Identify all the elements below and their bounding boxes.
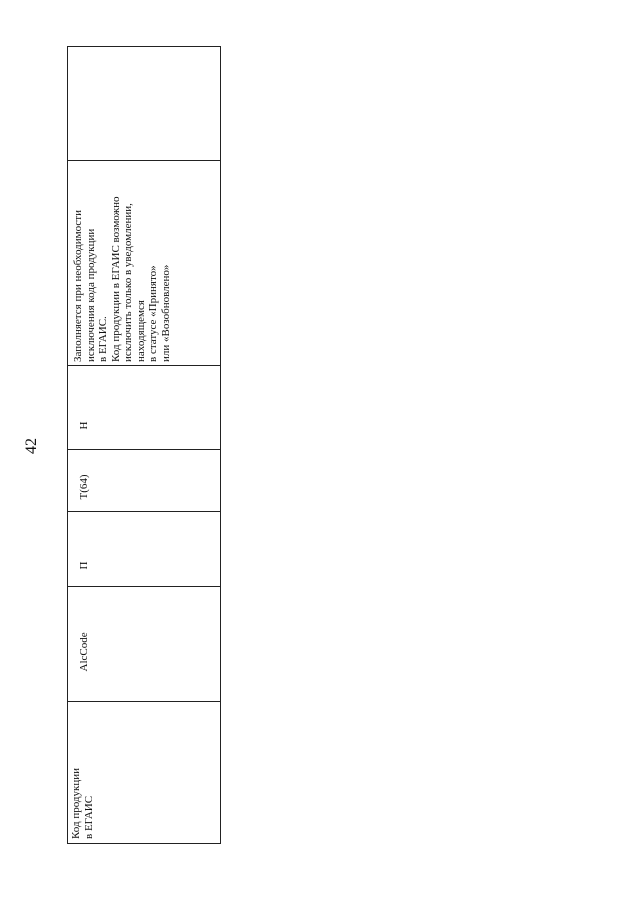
cell-description-text: Заполняется при необходимости исключения кода продукции в ЕГАИС. Код продукции в ЕГАИС возможно исключить только в уведомлении, находящемся в статусе «Принято» или «Возобновлено» xyxy=(72,196,172,362)
cell-element-code-text: AlcCode xyxy=(78,631,90,671)
table-cell-element-code xyxy=(68,586,220,701)
page-number: 42 xyxy=(23,438,40,454)
requisite-table xyxy=(67,46,221,844)
cell-format-text: Т(64) xyxy=(78,473,90,499)
table-cell-notes-empty xyxy=(68,47,220,160)
table-cell-multiplicity xyxy=(68,365,220,449)
cell-multiplicity-text: Н xyxy=(78,421,90,429)
table-cell-element-name xyxy=(68,701,220,845)
cell-type-text: П xyxy=(78,561,90,569)
table-cell-format xyxy=(68,449,220,511)
table-cell-description xyxy=(68,160,220,365)
cell-element-name-text: Код продукции в ЕГАИС xyxy=(70,768,95,839)
table-cell-type xyxy=(68,511,220,586)
